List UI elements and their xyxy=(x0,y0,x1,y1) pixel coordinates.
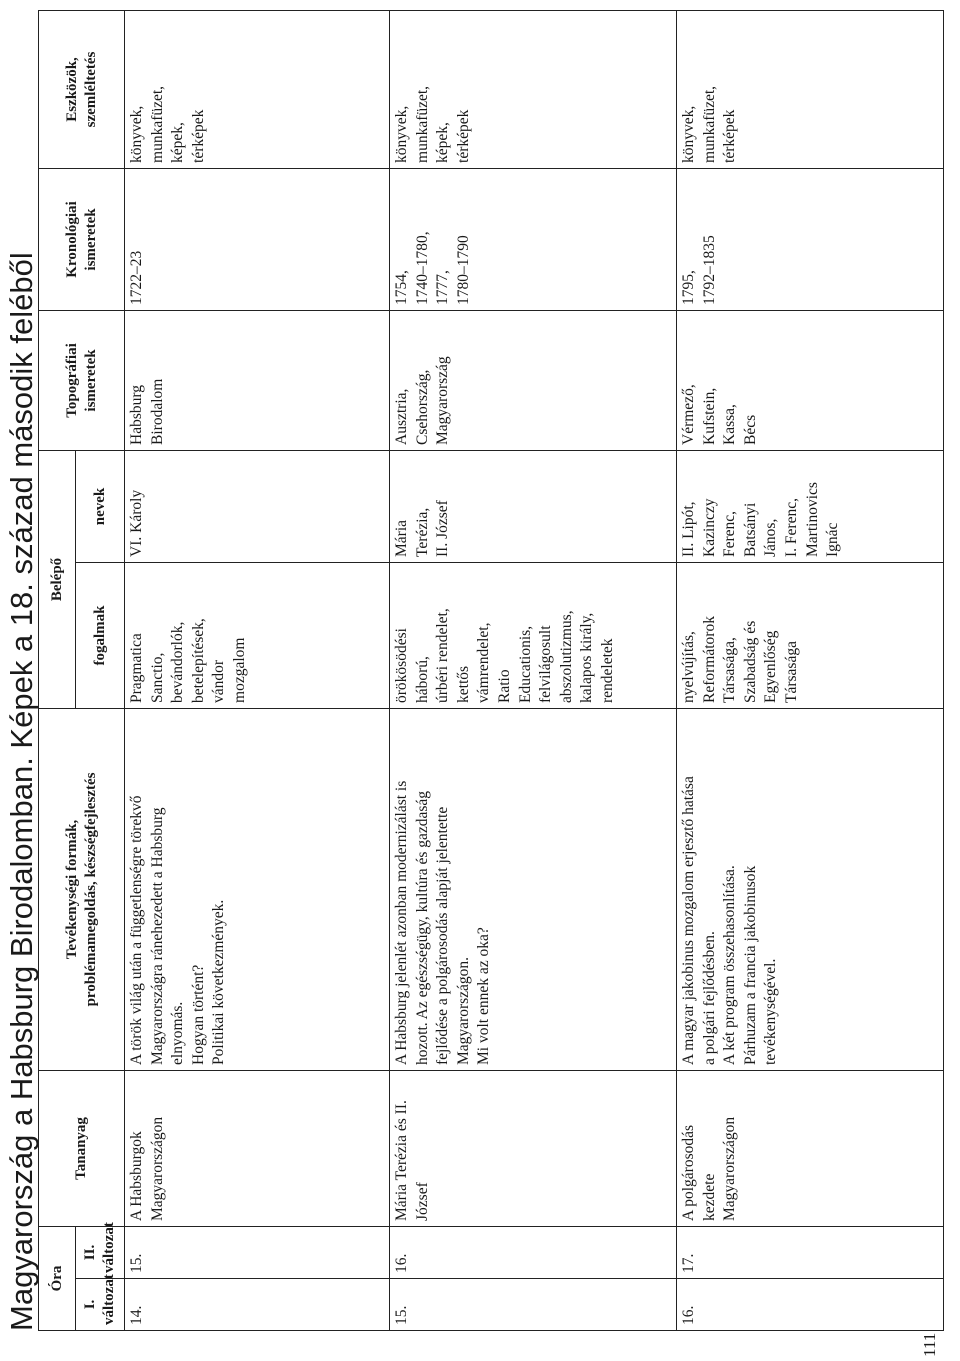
cell-fogalmak: örökösödési háború, úrbéri rendelet, kettős vámrendelet, Ratio Educationis, felvilágosult abszolutizmus, kalapos király, rendeletek xyxy=(390,562,677,708)
page-number: 111 xyxy=(920,1332,939,1357)
cell-nevek: VI. Károly xyxy=(125,450,390,562)
header-kronologiai: Kronológiai ismeretek xyxy=(39,168,125,310)
cell-kronologiai: 1722–23 xyxy=(125,168,390,310)
cell-nevek: Mária Terézia, II. József xyxy=(390,450,677,562)
cell-tevekenyseg: A török világ után a függetlenségre törekvő Magyarországra ránehezedett a Habsburg elnyomás. Hogyan történt? Politikai következmények. xyxy=(125,708,390,1070)
cell-eszkozok: könyvek, munkafüzet, képek, térképek xyxy=(390,10,677,168)
cell-tevekenyseg: A magyar jakobinus mozgalom erjesztő hatása a polgári fejlődésben. A két program összehasonlítása. Párhuzam a francia jakobinusok tevékenységével. xyxy=(677,708,944,1070)
header-belepo: Belépő xyxy=(39,450,76,708)
header-valtozat-1: I. változat xyxy=(76,1279,125,1331)
header-valtozat-2: II. változat xyxy=(76,1226,125,1278)
page-title: Magyarország a Habsburg Birodalomban. Képek a 18. század második feléből xyxy=(4,252,39,1331)
cell-valtozat-1: 14. xyxy=(125,1279,390,1331)
header-tevekenyseg: Tevékenységi formák, problémamegoldás, készségfejlesztés xyxy=(39,708,125,1070)
curriculum-table xyxy=(38,10,944,1331)
cell-valtozat-2: 17. xyxy=(677,1226,944,1278)
cell-valtozat-1: 16. xyxy=(677,1279,944,1331)
cell-topografiai: Habsburg Birodalom xyxy=(125,310,390,450)
header-row-1 xyxy=(39,10,76,1330)
cell-valtozat-2: 15. xyxy=(125,1226,390,1278)
cell-eszkozok: könyvek, munkafüzet, térképek xyxy=(677,10,944,168)
header-nevek: nevek xyxy=(76,450,125,562)
cell-valtozat-1: 15. xyxy=(390,1279,677,1331)
cell-kronologiai: 1795, 1792–1835 xyxy=(677,168,944,310)
cell-tevekenyseg: A Habsburg jelenlét azonban modernizálást is hozott. Az egészségügy, kultúra és gazdaság fejlődése a polgárosodás alapját jelentette Magyarországon. Mi volt ennek az oka? xyxy=(390,708,677,1070)
cell-eszkozok: könyvek, munkafüzet, képek, térképek xyxy=(125,10,390,168)
cell-kronologiai: 1754, 1740–1780, 1777, 1780–1790 xyxy=(390,168,677,310)
table-row xyxy=(390,10,677,1330)
cell-topografiai: Ausztria, Csehország, Magyarország xyxy=(390,310,677,450)
cell-tananyag: A polgárosodás kezdete Magyarországon xyxy=(677,1070,944,1226)
header-fogalmak: fogalmak xyxy=(76,562,125,708)
cell-fogalmak: Pragmatica Sanctio, bevándorlók, betelepítések, vándor mozgalom xyxy=(125,562,390,708)
cell-tananyag: A Habsburgok Magyarországon xyxy=(125,1070,390,1226)
table-row xyxy=(125,10,390,1330)
cell-fogalmak: nyelvújítás, Reformátorok Társasága, Szabadság és Egyenlőség Társasága xyxy=(677,562,944,708)
table-row xyxy=(677,10,944,1330)
cell-tananyag: Mária Terézia és II. József xyxy=(390,1070,677,1226)
header-tananyag: Tananyag xyxy=(39,1070,125,1226)
cell-valtozat-2: 16. xyxy=(390,1226,677,1278)
header-topografiai: Topográfiai ismeretek xyxy=(39,310,125,450)
header-eszkozok: Eszközök, szemléltetés xyxy=(39,10,125,168)
cell-topografiai: Vérmező, Kufstein, Kassa, Bécs xyxy=(677,310,944,450)
cell-nevek: II. Lipót, Kazinczy Ferenc, Batsányi János, I. Ferenc, Martinovics Ignác xyxy=(677,450,944,562)
header-ora: Óra xyxy=(39,1226,76,1330)
